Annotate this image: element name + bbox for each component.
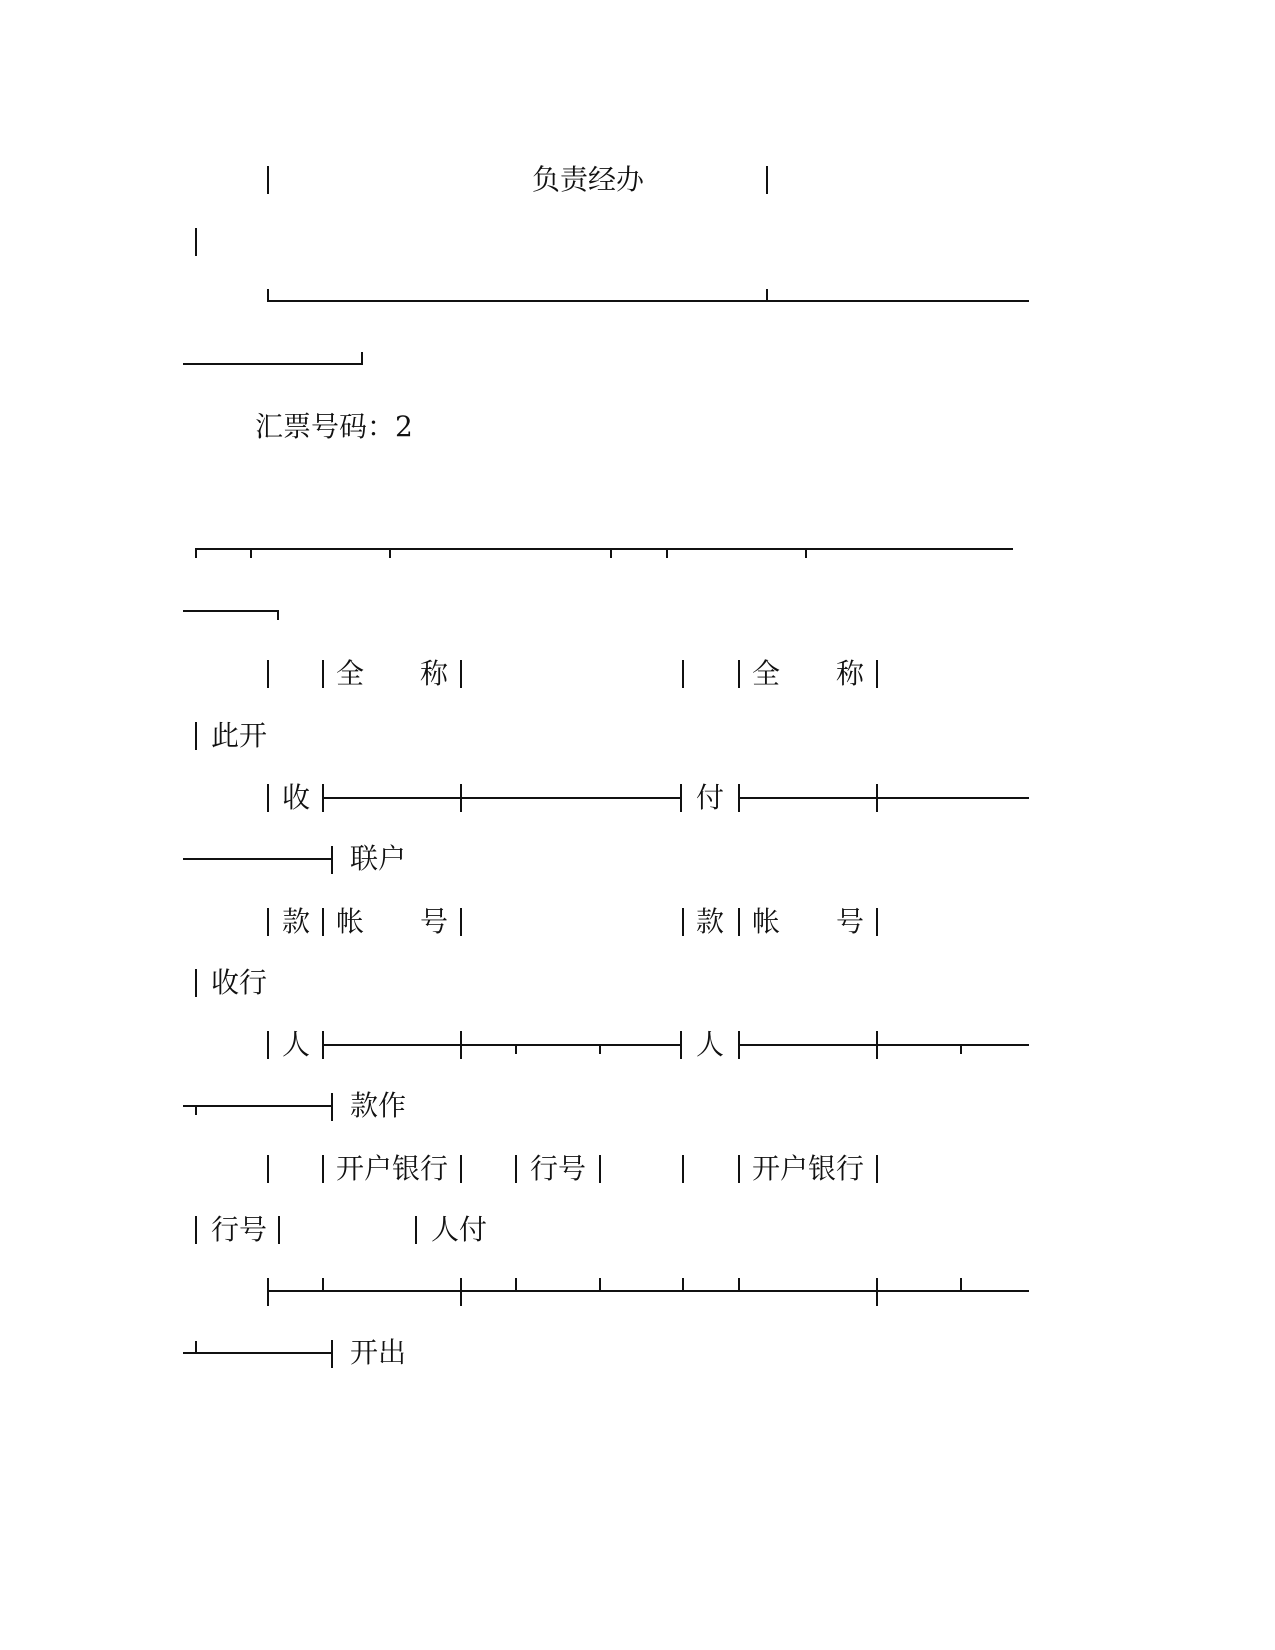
payer-side-label: 人 (696, 1028, 725, 1061)
table-border (267, 784, 269, 812)
table-border (415, 1216, 417, 1244)
table-border (267, 908, 269, 936)
table-border (599, 1044, 601, 1054)
draft-number: 汇票号码：2 (255, 410, 413, 443)
table-border (876, 660, 878, 688)
table-border (876, 1155, 878, 1183)
table-border (267, 1155, 269, 1183)
payee-side-label: 款 (282, 905, 311, 938)
table-border (183, 1352, 333, 1354)
table-border (195, 969, 197, 997)
table-border (267, 1290, 1029, 1292)
payee-account-label: 帐 号 (336, 905, 449, 938)
payer-side-label: 款 (696, 905, 725, 938)
table-border (195, 1216, 197, 1244)
table-border (738, 908, 740, 936)
table-border (277, 610, 279, 620)
table-border (195, 1341, 197, 1353)
table-border (322, 1155, 324, 1183)
side-note: 收行 (211, 966, 268, 999)
table-border (195, 1105, 197, 1115)
payee-side-label: 收 (282, 781, 311, 814)
payer-account-label: 帐 号 (752, 905, 865, 938)
table-border (195, 228, 197, 256)
payee-bank-code-label: 行号 (530, 1152, 587, 1185)
table-border (278, 1216, 280, 1244)
table-border (195, 722, 197, 750)
table-border (195, 548, 197, 558)
table-border (738, 797, 1029, 799)
table-border (331, 1340, 333, 1368)
payee-full-name-label: 全 称 (336, 657, 449, 690)
table-border (876, 908, 878, 936)
table-border (460, 1031, 462, 1059)
table-border (680, 1031, 682, 1059)
table-border (183, 610, 279, 612)
table-border (267, 660, 269, 688)
table-border (267, 166, 269, 194)
table-border (610, 548, 612, 558)
table-border (361, 352, 363, 364)
side-note: 人付 (431, 1213, 488, 1246)
payer-full-name-label: 全 称 (752, 657, 865, 690)
payee-side-label: 人 (282, 1028, 311, 1061)
table-border (460, 1278, 462, 1306)
table-border (682, 908, 684, 936)
table-border (460, 908, 462, 936)
table-border (738, 660, 740, 688)
table-border (267, 300, 1029, 302)
payer-side-label: 付 (696, 781, 725, 814)
table-border (738, 1044, 1029, 1046)
table-border (389, 548, 391, 558)
table-border (460, 1155, 462, 1183)
payee-bank-label: 开户银行 (336, 1152, 449, 1185)
table-border (460, 784, 462, 812)
side-note: 此开 (211, 719, 268, 752)
table-border (515, 1278, 517, 1290)
table-border (331, 1093, 333, 1121)
table-border (805, 548, 807, 558)
table-border (331, 846, 333, 874)
table-border (183, 363, 363, 365)
table-border (599, 1155, 601, 1183)
table-border (876, 1031, 878, 1059)
table-border (738, 1278, 740, 1290)
side-note: 开出 (350, 1336, 407, 1369)
header-label: 负责经办 (532, 163, 645, 196)
table-border (183, 1105, 333, 1107)
table-top-border (195, 548, 1013, 550)
table-border (250, 548, 252, 558)
table-border (876, 784, 878, 812)
table-border (267, 1031, 269, 1059)
table-border (515, 1044, 517, 1054)
table-border (599, 1278, 601, 1290)
table-border (460, 660, 462, 688)
table-border (322, 660, 324, 688)
table-border (322, 1278, 324, 1290)
table-border (682, 1155, 684, 1183)
table-border (680, 784, 682, 812)
payer-bank-code-label: 行号 (211, 1213, 268, 1246)
side-note: 款作 (350, 1089, 407, 1122)
table-border (766, 289, 768, 301)
table-border (322, 797, 682, 799)
table-border (682, 660, 684, 688)
payer-bank-label: 开户银行 (752, 1152, 865, 1185)
table-border (183, 858, 333, 860)
table-border (960, 1278, 962, 1290)
table-border (322, 1044, 682, 1046)
side-note: 联户 (350, 842, 407, 875)
table-border (766, 166, 768, 194)
table-border (515, 1155, 517, 1183)
table-border (738, 1155, 740, 1183)
table-border (666, 548, 668, 558)
table-border (960, 1044, 962, 1054)
table-border (322, 908, 324, 936)
table-border (682, 1278, 684, 1290)
table-border (267, 1278, 269, 1306)
table-border (876, 1278, 878, 1306)
